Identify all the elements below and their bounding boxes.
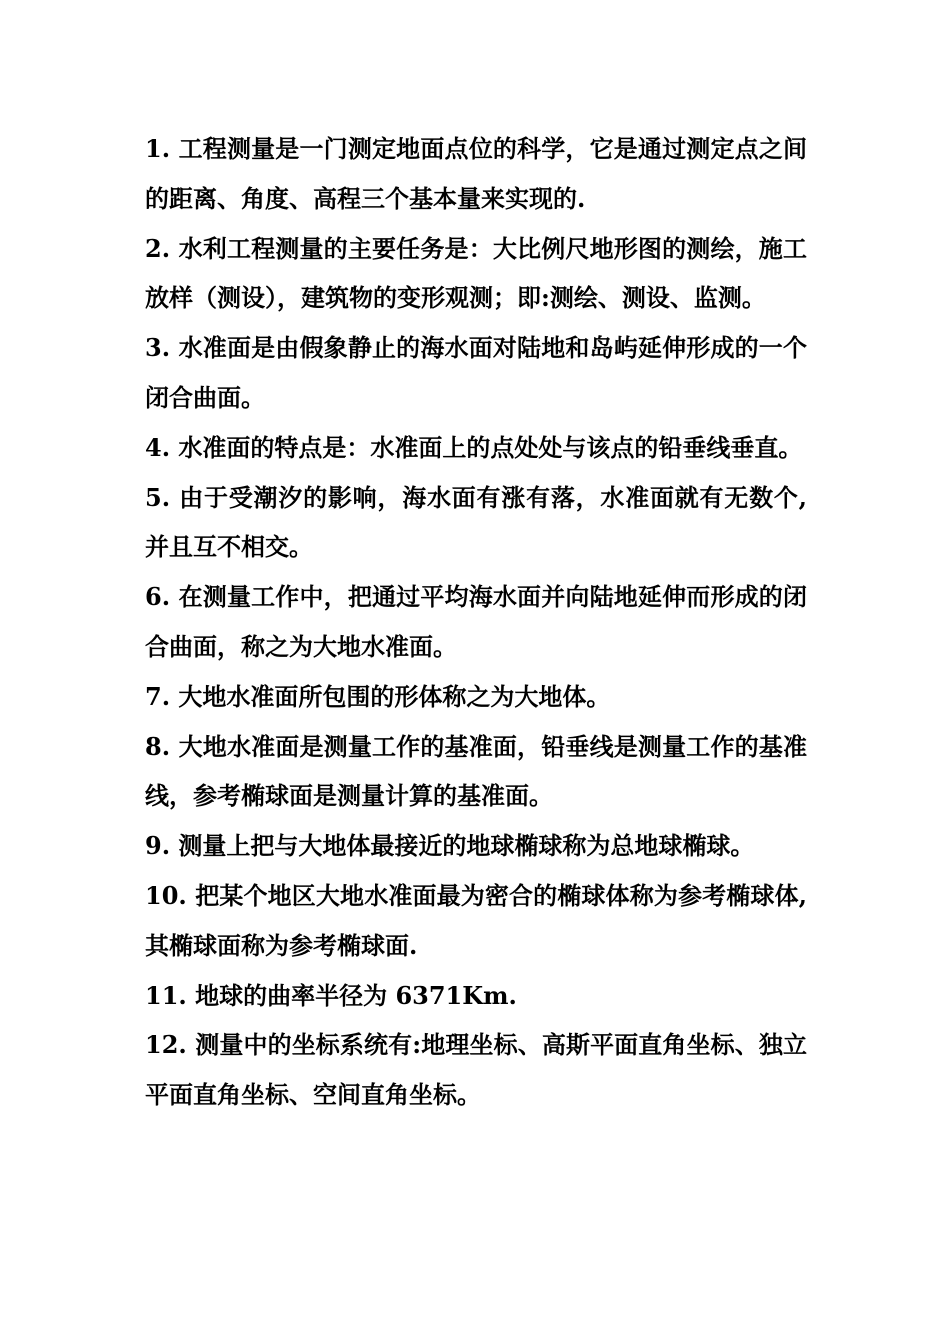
- paragraph-9: 9. 测量上把与大地体最接近的地球椭球称为总地球椭球。: [145, 831, 755, 861]
- paragraph-2: 2. 水利工程测量的主要任务是：大比例尺地形图的测绘，施工放样（测设），建筑物的变形观测；即:测绘、测设、监测。: [145, 233, 807, 313]
- paragraph-8: 8. 大地水准面是测量工作的基准面，铅垂线是测量工作的基准线，参考椭球面是测量计算的基准面。: [145, 731, 807, 811]
- paragraph-11: 11. 地球的曲率半径为 6371Km.: [145, 980, 517, 1010]
- paragraph-10: 10. 把某个地区大地水准面最为密合的椭球体称为参考椭球体,其椭球面称为参考椭球面.: [145, 880, 807, 960]
- paragraph-7: 7. 大地水准面所包围的形体称之为大地体。: [145, 681, 611, 711]
- paragraph-12: 12. 测量中的坐标系统有:地理坐标、高斯平面直角坐标、独立平面直角坐标、空间直角坐标。: [145, 1030, 807, 1110]
- paragraph-3: 3. 水准面是由假象静止的海水面对陆地和岛屿延伸形成的一个闭合曲面。: [145, 333, 807, 412]
- paragraph-5: 5. 由于受潮汐的影响，海水面有涨有落，水准面就有无数个,并且互不相交。: [145, 482, 807, 562]
- paragraph-6: 6. 在测量工作中，把通过平均海水面并向陆地延伸而形成的闭合曲面，称之为大地水准面。: [145, 582, 807, 661]
- document-body: [145, 124, 807, 1120]
- paragraph-1: 1. 工程测量是一门测定地面点位的科学，它是通过测定点之间的距离、角度、高程三个基本量来实现的.: [145, 134, 807, 213]
- paragraph-4: 4. 水准面的特点是：水准面上的点处处与该点的铅垂线垂直。: [145, 432, 803, 462]
